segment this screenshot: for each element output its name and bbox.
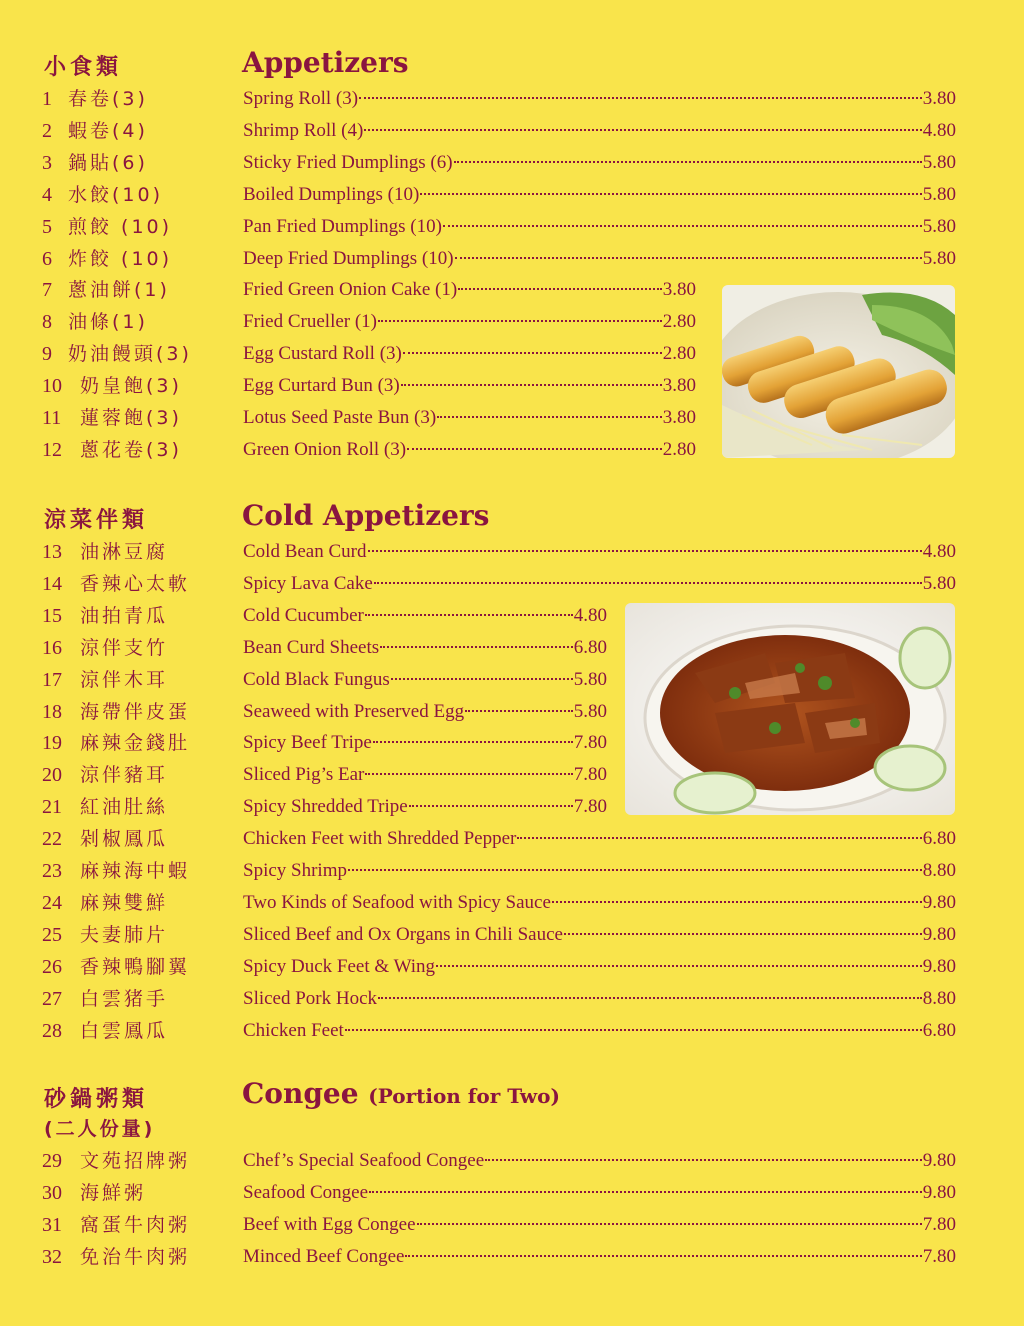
- item-price: 2.80: [662, 311, 696, 332]
- item-entry: [243, 888, 956, 918]
- menu-item: [0, 244, 1024, 274]
- item-entry: [243, 760, 607, 790]
- menu-item: [0, 920, 1024, 950]
- menu-item: [0, 888, 1024, 918]
- item-name: Spicy Lava Cake: [243, 573, 373, 594]
- dot-leader: [374, 582, 922, 584]
- item-name: Spring Roll (3): [243, 88, 359, 109]
- item-chinese-name: 炸餃 (10): [68, 248, 173, 270]
- item-entry: [243, 435, 696, 465]
- item-name: Chicken Feet: [243, 1020, 344, 1041]
- item-entry: [243, 212, 956, 242]
- item-entry: [243, 601, 607, 631]
- item-entry: [243, 984, 956, 1014]
- item-number: 4: [42, 184, 52, 206]
- dot-leader: [443, 225, 922, 227]
- item-price: 4.80: [922, 120, 956, 141]
- item-entry: [243, 84, 956, 114]
- item-chinese-name: 麻辣海中蝦: [80, 860, 191, 882]
- item-name: Egg Curtard Bun (3): [243, 375, 400, 396]
- section-title-cn-cold-appetizers: 涼菜伴類: [44, 508, 149, 533]
- item-name: Seaweed with Preserved Egg: [243, 701, 465, 722]
- item-chinese-name: 奶油饅頭(3): [68, 343, 192, 365]
- item-name: Minced Beef Congee: [243, 1246, 405, 1267]
- item-name: Cold Cucumber: [243, 605, 364, 626]
- dot-leader: [409, 805, 573, 807]
- item-entry: [243, 537, 956, 567]
- item-number: 5: [42, 216, 52, 238]
- dot-leader: [564, 933, 922, 935]
- item-number: 1: [42, 88, 52, 110]
- item-name: Fried Green Onion Cake (1): [243, 279, 458, 300]
- item-name: Lotus Seed Paste Bun (3): [243, 407, 437, 428]
- item-price: 3.80: [662, 407, 696, 428]
- item-chinese-name: 油拍青瓜: [80, 605, 169, 627]
- item-number: 7: [42, 279, 52, 301]
- item-chinese-name: 海帶伴皮蛋: [80, 701, 191, 723]
- dot-leader: [364, 129, 921, 131]
- item-chinese-name: 奶皇飽(3): [80, 375, 182, 397]
- item-chinese-name: 窩蛋牛肉粥: [80, 1214, 191, 1236]
- menu-item: [0, 84, 1024, 114]
- item-price: 4.80: [922, 541, 956, 562]
- dot-leader: [368, 550, 922, 552]
- item-number: 8: [42, 311, 52, 333]
- item-chinese-name: 蔥油餅(1): [68, 279, 170, 301]
- item-number: 29: [42, 1150, 62, 1172]
- dot-leader: [369, 1191, 922, 1193]
- section-title-appetizers: Appetizers: [242, 46, 409, 79]
- item-number: 30: [42, 1182, 62, 1204]
- item-name: Cold Bean Curd: [243, 541, 367, 562]
- item-chinese-name: 夫妻肺片: [80, 924, 169, 946]
- item-price: 3.80: [922, 88, 956, 109]
- dot-leader: [348, 869, 922, 871]
- item-name: Beef with Egg Congee: [243, 1214, 416, 1235]
- section-title-cn-congee: 砂鍋粥類: [44, 1087, 149, 1112]
- item-price: 7.80: [573, 764, 607, 785]
- dot-leader: [436, 965, 922, 967]
- dot-leader: [405, 1255, 921, 1257]
- item-name: Two Kinds of Seafood with Spicy Sauce: [243, 892, 551, 913]
- menu-item: [0, 180, 1024, 210]
- item-name: Fried Crueller (1): [243, 311, 378, 332]
- item-number: 22: [42, 828, 62, 850]
- item-chinese-name: 海鮮粥: [80, 1182, 147, 1204]
- dot-leader: [359, 97, 922, 99]
- item-name: Sliced Pig’s Ear: [243, 764, 365, 785]
- item-entry: [243, 665, 607, 695]
- section-subtitle-cn-congee: (二人份量): [44, 1118, 156, 1140]
- menu-item: [0, 984, 1024, 1014]
- item-name: Cold Black Fungus: [243, 669, 390, 690]
- item-number: 31: [42, 1214, 62, 1236]
- item-chinese-name: 紅油肚絲: [80, 796, 169, 818]
- item-chinese-name: 水餃(10): [68, 184, 164, 206]
- item-price: 2.80: [662, 343, 696, 364]
- item-entry: [243, 824, 956, 854]
- item-name: Egg Custard Roll (3): [243, 343, 402, 364]
- item-price: 7.80: [922, 1246, 956, 1267]
- item-chinese-name: 白雲猪手: [80, 988, 169, 1010]
- menu-item: [0, 1146, 1024, 1176]
- item-chinese-name: 白雲鳳瓜: [80, 1020, 169, 1042]
- item-number: 9: [42, 343, 52, 365]
- item-name: Spicy Duck Feet & Wing: [243, 956, 436, 977]
- item-name: Green Onion Roll (3): [243, 439, 407, 460]
- item-price: 4.80: [573, 605, 607, 626]
- menu-item: [0, 212, 1024, 242]
- item-name: Boiled Dumplings (10): [243, 184, 420, 205]
- item-chinese-name: 油淋豆腐: [80, 541, 169, 563]
- item-entry: [243, 920, 956, 950]
- item-price: 5.80: [922, 573, 956, 594]
- item-name: Spicy Beef Tripe: [243, 732, 372, 753]
- item-chinese-name: 蓮蓉飽(3): [80, 407, 182, 429]
- item-entry: [243, 1242, 956, 1272]
- item-entry: [243, 1016, 956, 1046]
- item-entry: [243, 1178, 956, 1208]
- spicy-tripe-photo: [625, 603, 955, 815]
- item-name: Shrimp Roll (4): [243, 120, 364, 141]
- item-price: 5.80: [922, 216, 956, 237]
- item-entry: [243, 1210, 956, 1240]
- item-name: Spicy Shrimp: [243, 860, 347, 881]
- item-number: 3: [42, 152, 52, 174]
- item-name: Sliced Beef and Ox Organs in Chili Sauce: [243, 924, 563, 945]
- section-title-cold-appetizers: Cold Appetizers: [242, 499, 490, 532]
- item-price: 6.80: [922, 828, 956, 849]
- item-number: 2: [42, 120, 52, 142]
- item-chinese-name: 剁椒鳳瓜: [80, 828, 169, 850]
- item-chinese-name: 麻辣雙鮮: [80, 892, 169, 914]
- item-number: 21: [42, 796, 62, 818]
- item-entry: [243, 403, 696, 433]
- item-price: 6.80: [922, 1020, 956, 1041]
- item-entry: [243, 728, 607, 758]
- item-price: 8.80: [922, 860, 956, 881]
- dot-leader: [378, 997, 922, 999]
- dot-leader: [378, 320, 662, 322]
- item-chinese-name: 鍋貼(6): [68, 152, 148, 174]
- item-chinese-name: 文苑招牌粥: [80, 1150, 191, 1172]
- dot-leader: [437, 416, 662, 418]
- item-price: 9.80: [922, 892, 956, 913]
- item-entry: [243, 697, 607, 727]
- dot-leader: [380, 646, 573, 648]
- item-entry: [243, 116, 956, 146]
- item-chinese-name: 涼伴木耳: [80, 669, 169, 691]
- dot-leader: [417, 1223, 922, 1225]
- section-title-congee-wrap: [242, 1077, 560, 1110]
- item-name: Sliced Pork Hock: [243, 988, 378, 1009]
- item-chinese-name: 涼伴豬耳: [80, 764, 169, 786]
- item-chinese-name: 麻辣金錢肚: [80, 732, 191, 754]
- dot-leader: [401, 384, 662, 386]
- item-entry: [243, 148, 956, 178]
- item-name: Bean Curd Sheets: [243, 637, 380, 658]
- item-chinese-name: 香辣鴨腳翼: [80, 956, 191, 978]
- item-number: 15: [42, 605, 62, 627]
- item-name: Pan Fried Dumplings (10): [243, 216, 442, 237]
- item-name: Sticky Fried Dumplings (6): [243, 152, 453, 173]
- item-price: 6.80: [573, 637, 607, 658]
- item-price: 9.80: [922, 1150, 956, 1171]
- item-entry: [243, 569, 956, 599]
- dot-leader: [391, 678, 573, 680]
- item-number: 6: [42, 248, 52, 270]
- item-chinese-name: 煎餃 (10): [68, 216, 173, 238]
- item-price: 5.80: [922, 184, 956, 205]
- item-number: 14: [42, 573, 62, 595]
- item-entry: [243, 633, 607, 663]
- dot-leader: [420, 193, 921, 195]
- item-name: Chef’s Special Seafood Congee: [243, 1150, 485, 1171]
- menu-item: [0, 537, 1024, 567]
- section-title-cn-appetizers: 小食類: [44, 55, 123, 80]
- dot-leader: [373, 741, 573, 743]
- item-chinese-name: 蔥花卷(3): [80, 439, 182, 461]
- item-price: 7.80: [573, 732, 607, 753]
- item-number: 17: [42, 669, 62, 691]
- item-entry: [243, 307, 696, 337]
- item-price: 8.80: [922, 988, 956, 1009]
- item-price: 9.80: [922, 1182, 956, 1203]
- item-number: 12: [42, 439, 62, 461]
- dot-leader: [455, 257, 922, 259]
- item-entry: [243, 180, 956, 210]
- item-number: 13: [42, 541, 62, 563]
- item-name: Seafood Congee: [243, 1182, 369, 1203]
- item-number: 23: [42, 860, 62, 882]
- item-number: 25: [42, 924, 62, 946]
- dot-leader: [407, 448, 662, 450]
- item-chinese-name: 春卷(3): [68, 88, 148, 110]
- item-price: 9.80: [922, 956, 956, 977]
- item-number: 18: [42, 701, 62, 723]
- item-number: 16: [42, 637, 62, 659]
- item-number: 28: [42, 1020, 62, 1042]
- item-chinese-name: 蝦卷(4): [68, 120, 148, 142]
- item-number: 11: [42, 407, 62, 429]
- item-price: 2.80: [662, 439, 696, 460]
- item-price: 9.80: [922, 924, 956, 945]
- dot-leader: [365, 773, 572, 775]
- item-entry: [243, 792, 607, 822]
- item-number: 20: [42, 764, 62, 786]
- item-price: 5.80: [573, 701, 607, 722]
- item-number: 27: [42, 988, 62, 1010]
- item-price: 3.80: [662, 279, 696, 300]
- menu-item: [0, 116, 1024, 146]
- item-number: 10: [42, 375, 62, 397]
- dot-leader: [485, 1159, 922, 1161]
- dot-leader: [454, 161, 922, 163]
- menu-item: [0, 569, 1024, 599]
- item-name: Deep Fried Dumplings (10): [243, 248, 454, 269]
- item-price: 5.80: [573, 669, 607, 690]
- item-number: 26: [42, 956, 62, 978]
- menu-item: [0, 1210, 1024, 1240]
- section-subtitle-congee: (Portion for Two): [368, 1084, 560, 1108]
- menu-item: [0, 1016, 1024, 1046]
- dot-leader: [365, 614, 573, 616]
- item-entry: [243, 856, 956, 886]
- section-title-congee: Congee: [242, 1077, 359, 1110]
- dot-leader: [458, 288, 662, 290]
- menu-item: [0, 1178, 1024, 1208]
- dot-leader: [552, 901, 922, 903]
- spring-roll-photo: [722, 285, 955, 458]
- item-price: 3.80: [662, 375, 696, 396]
- menu-item: [0, 148, 1024, 178]
- item-entry: [243, 1146, 956, 1176]
- item-name: Spicy Shredded Tripe: [243, 796, 408, 817]
- item-number: 24: [42, 892, 62, 914]
- dot-leader: [345, 1029, 922, 1031]
- dot-leader: [403, 352, 662, 354]
- item-entry: [243, 275, 696, 305]
- menu-item: [0, 824, 1024, 854]
- menu-item: [0, 1242, 1024, 1272]
- item-entry: [243, 371, 696, 401]
- item-number: 32: [42, 1246, 62, 1268]
- item-price: 5.80: [922, 248, 956, 269]
- item-entry: [243, 244, 956, 274]
- item-chinese-name: 香辣心太軟: [80, 573, 191, 595]
- item-entry: [243, 339, 696, 369]
- item-entry: [243, 952, 956, 982]
- item-chinese-name: 免治牛肉粥: [80, 1246, 191, 1268]
- item-price: 7.80: [922, 1214, 956, 1235]
- menu-item: [0, 952, 1024, 982]
- item-number: 19: [42, 732, 62, 754]
- item-chinese-name: 油條(1): [68, 311, 148, 333]
- item-price: 7.80: [573, 796, 607, 817]
- item-price: 5.80: [922, 152, 956, 173]
- dot-leader: [517, 837, 921, 839]
- item-chinese-name: 涼伴支竹: [80, 637, 169, 659]
- item-name: Chicken Feet with Shredded Pepper: [243, 828, 517, 849]
- menu-item: [0, 856, 1024, 886]
- dot-leader: [465, 710, 573, 712]
